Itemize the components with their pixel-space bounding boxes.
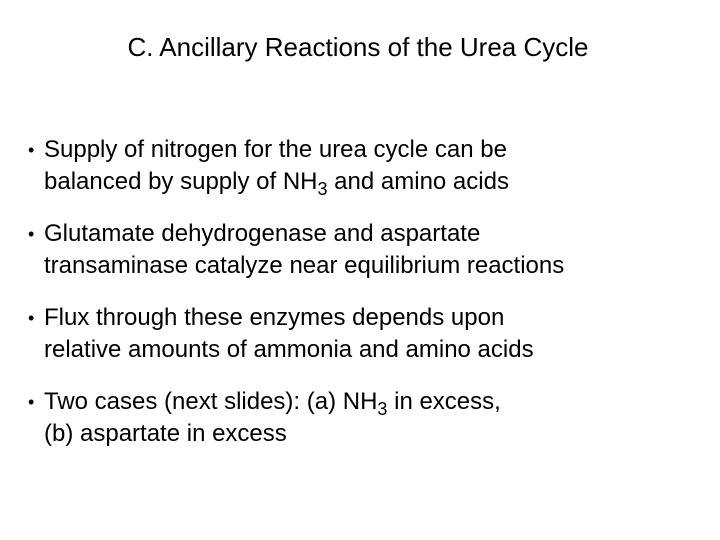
- slide-title: C. Ancillary Reactions of the Urea Cycle: [127, 32, 589, 62]
- bullet-item-two-cases: [28, 386, 708, 450]
- bullet-line: Glutamate dehydrogenase and aspartate: [44, 220, 481, 247]
- bullet-text-segment: balanced by supply of NH: [44, 168, 318, 195]
- bullet-item-nitrogen-supply: [28, 134, 708, 198]
- bullet-line: [44, 386, 708, 418]
- bullet-item-enzymes: [28, 218, 708, 282]
- bullet-marker: •: [28, 392, 35, 412]
- bullet-item-flux: [28, 302, 708, 366]
- bullet-marker: •: [28, 224, 35, 244]
- subscript: 3: [317, 179, 328, 199]
- bullet-text-segment: and amino acids: [327, 168, 509, 195]
- bullet-line: [44, 166, 708, 198]
- bullet-marker: •: [28, 308, 35, 328]
- bullet-text-segment: in excess,: [387, 388, 501, 415]
- bullet-line: Supply of nitrogen for the urea cycle can be: [44, 136, 507, 163]
- bullet-line: (b) aspartate in excess: [44, 420, 287, 447]
- bullet-line: relative amounts of ammonia and amino acids: [44, 336, 534, 363]
- bullet-marker: •: [28, 140, 35, 160]
- bullet-line: Flux through these enzymes depends upon: [44, 304, 505, 331]
- bullet-list: [28, 134, 708, 470]
- subscript: 3: [377, 399, 388, 419]
- bullet-text-segment: Two cases (next slides): (a) NH: [44, 388, 378, 415]
- bullet-line: transaminase catalyze near equilibrium reactions: [44, 252, 565, 279]
